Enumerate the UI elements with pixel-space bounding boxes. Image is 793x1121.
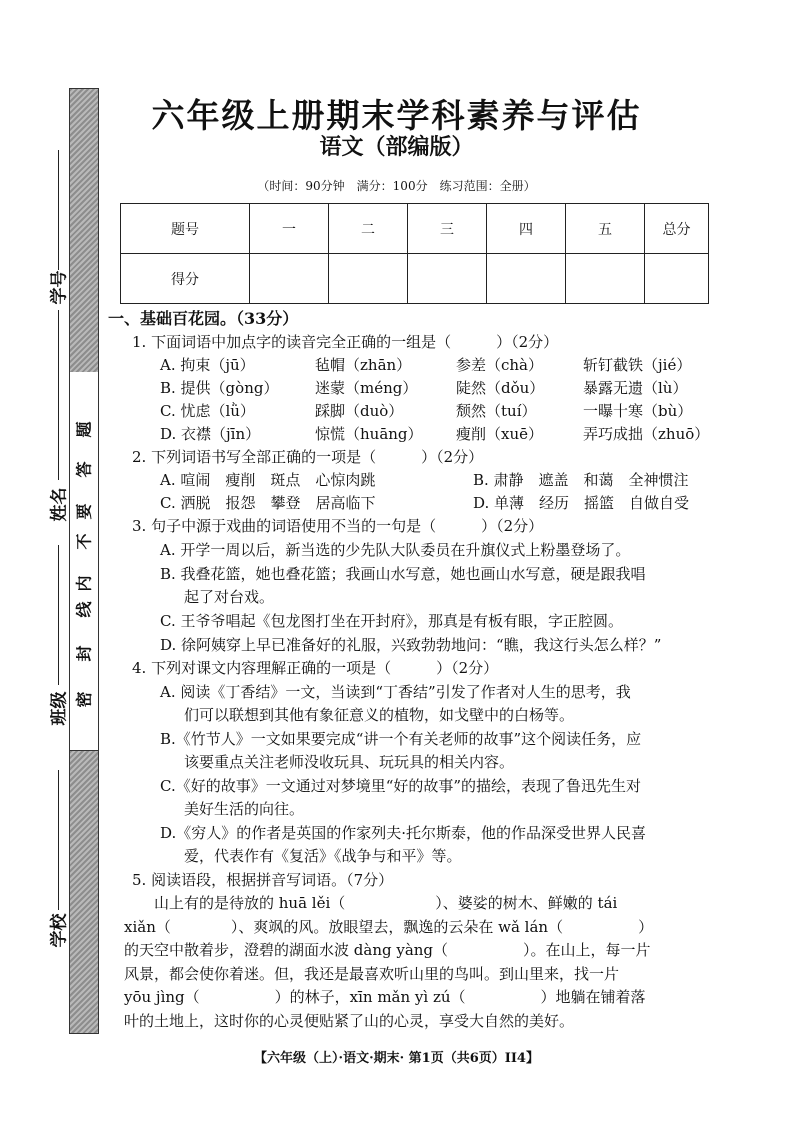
score-cell[interactable] (566, 254, 645, 304)
header-cell: 五 (566, 204, 645, 254)
option-text: 该要重点关注老师没收玩具、玩玩具的相关内容。 (184, 753, 515, 771)
option-text: 惊慌（huāng） (315, 425, 423, 443)
seal-char: 要 (74, 503, 94, 520)
option-text: B.《竹节人》一文如果要完成“讲一个有关老师的故事”这个阅读任务，应 (160, 730, 642, 748)
option-text: 瘦削（xuē） (456, 425, 543, 443)
question-stem: 2. 下列词语书写全部正确的一项是（ ）（2分） (132, 448, 484, 466)
passage-line: 山上有的是待放的 huā lěi（ ）、婆娑的树木、鲜嫩的 tái (124, 894, 618, 912)
option-text: 参差（chà） (456, 356, 544, 374)
option-text: C.《好的故事》一文通过对梦境里“好的故事”的描绘，表现了鲁迅先生对 (160, 777, 642, 795)
margin-shade-bottom (69, 750, 99, 1034)
name-label: 姓名 (49, 487, 70, 522)
score-cell[interactable] (329, 254, 408, 304)
option-text: C. 洒脱 报怨 攀登 居高临下 (160, 494, 376, 512)
passage-line: xiǎn（ ）、爽飒的风。放眼望去，飘逸的云朵在 wǎ lán（ ） (124, 918, 654, 936)
score-cell[interactable] (645, 254, 709, 304)
school-label: 学校 (49, 913, 70, 948)
header-cell: 一 (250, 204, 329, 254)
option-text: A. 喧闹 瘦削 斑点 心惊肉跳 (160, 471, 376, 489)
option-text: C. 王爷爷唱起《包龙图打坐在开封府》，那真是有板有眼，字正腔圆。 (160, 612, 623, 630)
option-text: D. 单薄 经历 摇篮 自做自受 (473, 494, 690, 512)
option-text: A. 阅读《丁香结》一文，当读到“丁香结”引发了作者对人生的思考，我 (160, 683, 631, 701)
page-title: 六年级上册期末学科素养与评估 (151, 96, 642, 135)
option-text: B. 提供（gòng） (160, 379, 279, 397)
option-text: D.《穷人》的作者是英国的作家列夫·托尔斯泰，他的作品深受世界人民喜 (160, 824, 647, 842)
option-text: 陡然（dǒu） (456, 379, 545, 397)
passage-line: 叶的土地上，这时你的心灵便贴紧了山的心灵，享受大自然的美好。 (124, 1012, 575, 1030)
section-heading: 一、基础百花园。（33分） (108, 309, 299, 328)
option-text: 踩脚（duò） (315, 402, 404, 420)
option-text: 起了对台戏。 (184, 588, 275, 606)
option-text: 暴露无遗（lù） (583, 379, 688, 397)
seal-char: 线 (74, 601, 94, 618)
table-row (121, 254, 709, 304)
school-line[interactable] (58, 770, 59, 910)
score-table (120, 203, 709, 304)
option-text: D. 衣襟（jīn） (160, 425, 261, 443)
score-cell[interactable] (487, 254, 566, 304)
score-cell[interactable] (408, 254, 487, 304)
name-line[interactable] (58, 310, 59, 480)
seal-char: 题 (74, 421, 94, 438)
question-stem: 5. 阅读语段，根据拼音写词语。（7分） (132, 871, 394, 889)
option-text: C. 忧虑（lǜ） (160, 402, 255, 420)
option-text: 一曝十寒（bù） (583, 402, 693, 420)
row-label: 得分 (121, 254, 250, 304)
option-text: 弄巧成拙（zhuō） (583, 425, 710, 443)
option-text: 毡帽（zhān） (315, 356, 412, 374)
option-text: B. 我叠花篮，她也叠花篮；我画山水写意，她也画山水写意，硬是跟我唱 (160, 565, 646, 583)
option-text: D. 徐阿姨穿上早已准备好的礼服，兴致勃勃地问：“瞧，我这行头怎么样？” (160, 636, 662, 654)
option-text: B. 肃静 遮盖 和蔼 全神惯注 (473, 471, 689, 489)
header-cell: 总分 (645, 204, 709, 254)
seal-char: 密 (74, 691, 94, 708)
number-line[interactable] (58, 150, 59, 270)
passage-line: yōu jìng（ ）的林子，xīn mǎn yì zú（ ）地躺在铺着落 (124, 988, 646, 1006)
seal-char: 答 (74, 461, 94, 478)
table-row (121, 204, 709, 254)
option-text: 美好生活的向往。 (184, 800, 305, 818)
option-text: 爱，代表作有《复活》《战争与和平》等。 (184, 847, 462, 865)
option-text: 们可以联想到其他有象征意义的植物，如戈壁中的白杨等。 (184, 706, 575, 724)
page-footer: 【六年级（上）·语文·期末· 第1页（共6页）II4】 (254, 1051, 539, 1066)
question-stem: 1. 下面词语中加点字的读音完全正确的一组是（ ）（2分） (132, 333, 559, 351)
question-stem: 4. 下列对课文内容理解正确的一项是（ ）（2分） (132, 659, 499, 677)
option-text: 颓然（tuí） (456, 402, 537, 420)
header-cell: 四 (487, 204, 566, 254)
page-subtitle: 语文（部编版） (319, 135, 474, 160)
option-text: A. 拘束（jū） (160, 356, 255, 374)
question-stem: 3. 句子中源于戏曲的词语使用不当的一句是（ ）（2分） (132, 517, 544, 535)
passage-line: 风景，都会使你着迷。但，我还是最喜欢听山里的鸟叫。到山里来，找一片 (124, 965, 620, 983)
option-text: A. 开学一周以后，新当选的少先队大队委员在升旗仪式上粉墨登场了。 (160, 541, 631, 559)
number-label: 学号 (49, 270, 70, 305)
exam-info: （时间：90分钟 满分：100分 练习范围：全册） (257, 179, 536, 193)
header-cell: 题号 (121, 204, 250, 254)
header-cell: 二 (329, 204, 408, 254)
option-text: 迷蒙（méng） (315, 379, 418, 397)
class-line[interactable] (58, 545, 59, 685)
class-label: 班级 (49, 691, 70, 726)
seal-char: 内 (74, 575, 94, 592)
passage-line: 的天空中散着步，澄碧的湖面水波 dàng yàng（ ）。在山上，每一片 (124, 941, 651, 959)
option-text: 斩钉截铁（jié） (583, 356, 692, 374)
seal-char: 不 (74, 533, 94, 550)
score-cell[interactable] (250, 254, 329, 304)
header-cell: 三 (408, 204, 487, 254)
seal-char: 封 (74, 645, 94, 662)
